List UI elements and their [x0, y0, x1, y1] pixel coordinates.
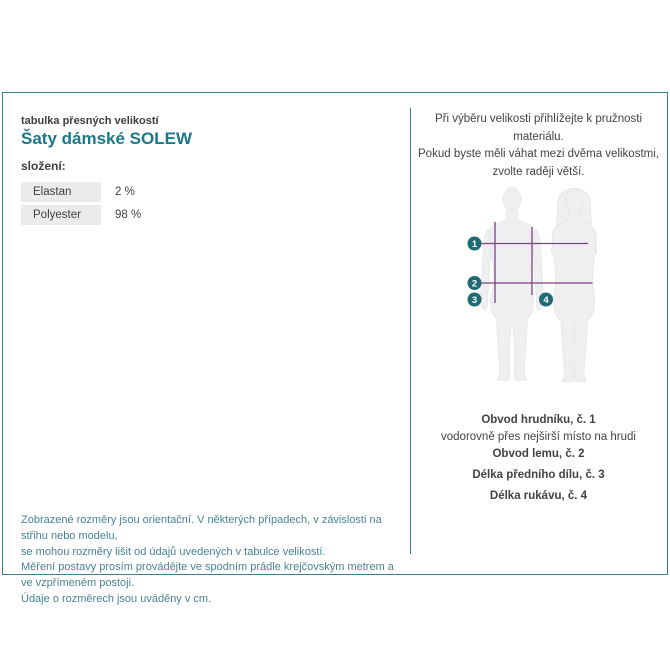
advice-line: Pokud byste měli váhat mezi dvěma velikostmi,	[418, 148, 659, 160]
measurement-figure	[461, 185, 641, 390]
marker-2	[468, 276, 482, 290]
composition-row	[21, 182, 221, 202]
chest-label: Obvod hrudníku, č. 1	[481, 414, 596, 426]
marker-1	[468, 237, 482, 251]
material-name: Elastan	[21, 182, 101, 202]
body-silhouettes-illustration	[461, 185, 641, 385]
measurement-disclaimer	[21, 513, 406, 608]
material-percent: 98 %	[115, 209, 142, 221]
composition-heading: složení:	[21, 159, 66, 173]
product-title: Šaty dámské SOLEW	[21, 129, 193, 148]
composition-row	[21, 205, 221, 225]
size-advice-column	[410, 111, 667, 505]
composition-table	[21, 182, 221, 228]
size-advice-text	[410, 111, 667, 181]
disclaimer-line: Údaje o rozměrech jsou uváděny v cm.	[21, 592, 212, 605]
sleeve-label: Délka rukávu, č. 4	[489, 490, 588, 502]
measurement-labels	[410, 412, 667, 505]
figure-front-silhouette	[481, 188, 543, 381]
disclaimer-line: Zobrazené rozměry jsou orientační. V některých případech, v závislosti na střihu nebo modelu,	[21, 514, 382, 542]
material-percent: 2 %	[115, 186, 135, 198]
marker-3	[468, 293, 482, 307]
disclaimer-line: Měření postavy prosím provádějte ve spodním prádle krejčovským metrem a ve vzpřímeném postoji.	[21, 561, 394, 590]
disclaimer-line: se mohou rozměry lišit od údajů uvedených v tabulce velikostí.	[21, 545, 326, 558]
svg-text:1: 1	[471, 238, 478, 250]
marker-4	[539, 293, 553, 307]
advice-line: Při výběru velikosti přihlížejte k pružnosti materiálu.	[434, 113, 643, 143]
size-chart-panel	[2, 92, 668, 605]
chest-sublabel: vodorovně přes nejširší místo na hrudi	[441, 431, 636, 443]
table-eyebrow: tabulka přesných velikostí	[21, 115, 159, 127]
svg-text:4: 4	[543, 294, 549, 306]
front-length-label: Délka předního dílu, č. 3	[472, 469, 605, 481]
advice-line: zvolte raději větší.	[492, 165, 585, 178]
material-name: Polyester	[21, 205, 101, 225]
svg-text:3: 3	[471, 294, 478, 306]
hem-label: Obvod lemu, č. 2	[492, 448, 585, 460]
figure-back-silhouette	[551, 188, 597, 382]
svg-text:2: 2	[471, 278, 478, 290]
